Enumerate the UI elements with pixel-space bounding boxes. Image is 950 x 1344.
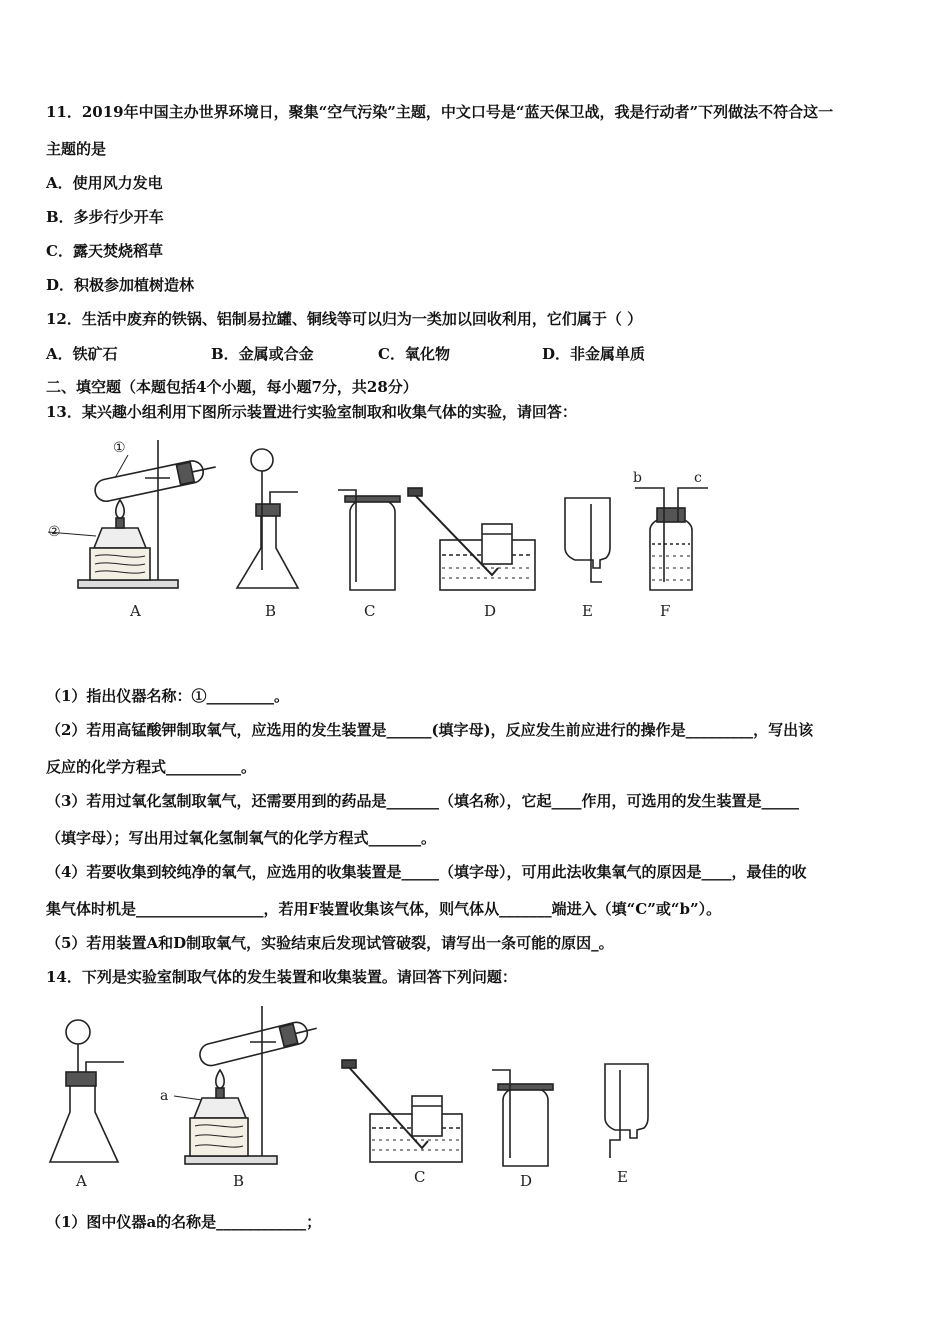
q12-stem: 12．生活中废弃的铁锅、铝制易拉罐、铜线等可以归为一类加以回收利用，它们属于（ ） xyxy=(46,310,643,328)
q11-option-a: A．使用风力发电 xyxy=(46,174,163,192)
q13-label-e: E xyxy=(582,602,593,620)
q13-part1: （1）指出仪器名称：①_________。 xyxy=(46,687,289,705)
q14-apparatus-figure xyxy=(40,1000,680,1195)
q13-marker-1: ① xyxy=(113,440,126,456)
q12-option-b: B．金属或合金 xyxy=(211,345,314,363)
q11-option-b: B．多步行少开车 xyxy=(46,208,164,226)
q13-apparatus-d xyxy=(408,488,535,590)
section-heading: 二、填空题（本题包括4个小题，每小题7分，共28分） xyxy=(46,378,418,396)
q12-option-a: A．铁矿石 xyxy=(46,345,118,363)
q14-marker-a: a xyxy=(160,1088,169,1104)
q14-apparatus-e xyxy=(605,1064,648,1158)
q13-port-b: b xyxy=(633,470,642,486)
q13-label-f: F xyxy=(660,602,671,620)
q13-part4-line1: （4）若要收集到较纯净的氧气，应选用的收集装置是_____（填字母），可用此法收集氧气的原因是____，最佳的收 xyxy=(46,863,807,881)
q13-apparatus-f xyxy=(635,488,708,590)
q14-label-b: B xyxy=(233,1172,245,1190)
q12-option-c: C．氧化物 xyxy=(378,345,450,363)
q14-label-a: A xyxy=(76,1172,87,1190)
q14-apparatus-a xyxy=(50,1020,124,1162)
q11-option-d: D．积极参加植树造林 xyxy=(46,276,195,294)
q14-stem: 14．下列是实验室制取气体的发生装置和收集装置。请回答下列问题： xyxy=(46,968,517,986)
q14-apparatus-b xyxy=(174,1006,319,1164)
q13-part2-line1: （2）若用高锰酸钾制取氧气，应选用的发生装置是______(填字母)，反应发生前应进行的操作是_________，写出该 xyxy=(46,721,814,739)
q13-marker-2: ② xyxy=(48,524,61,540)
q13-part5: （5）若用装置A和D制取氧气，实验结束后发现试管破裂，请写出一条可能的原因_。 xyxy=(46,934,614,952)
q14-part1: （1）图中仪器a的名称是____________； xyxy=(46,1213,322,1231)
q13-part4-line2: 集气体时机是_________________，若用F装置收集该气体，则气体从_______端进入（填“C”或“b”）。 xyxy=(46,900,722,918)
q13-apparatus-b xyxy=(237,449,298,588)
q13-label-d: D xyxy=(484,602,497,620)
q14-apparatus-c xyxy=(342,1060,462,1162)
q14-apparatus-d xyxy=(492,1070,553,1166)
q13-apparatus-figure xyxy=(40,430,740,630)
q13-part3-line1: （3）若用过氧化氢制取氧气，还需要用到的药品是_______（填名称），它起____作用，可选用的发生装置是_____ xyxy=(46,792,799,810)
q13-part2-line2: 反应的化学方程式__________。 xyxy=(46,758,257,776)
q13-port-c: c xyxy=(694,470,702,486)
q11-stem-line1: 11．2019年中国主办世界环境日，聚集“空气污染”主题，中文口号是“蓝天保卫战，我是行动者”下列做法不符合这一 xyxy=(46,103,834,121)
q13-label-b: B xyxy=(265,602,277,620)
q13-apparatus-c xyxy=(338,490,400,590)
q11-option-c: C．露天焚烧稻草 xyxy=(46,242,163,260)
q12-option-d: D．非金属单质 xyxy=(542,345,646,363)
q13-part3-line2: （填字母）；写出用过氧化氢制氧气的化学方程式_______。 xyxy=(46,829,437,847)
q13-label-c: C xyxy=(364,602,376,620)
q13-apparatus-a xyxy=(48,440,218,588)
q14-label-c: C xyxy=(414,1168,426,1186)
q13-stem: 13．某兴趣小组利用下图所示装置进行实验室制取和收集气体的实验，请回答： xyxy=(46,403,577,421)
q13-label-a: A xyxy=(130,602,141,620)
q14-label-d: D xyxy=(520,1172,533,1190)
q14-label-e: E xyxy=(617,1168,628,1186)
q13-apparatus-e xyxy=(565,498,610,582)
q11-stem-line2: 主题的是 xyxy=(46,140,107,158)
